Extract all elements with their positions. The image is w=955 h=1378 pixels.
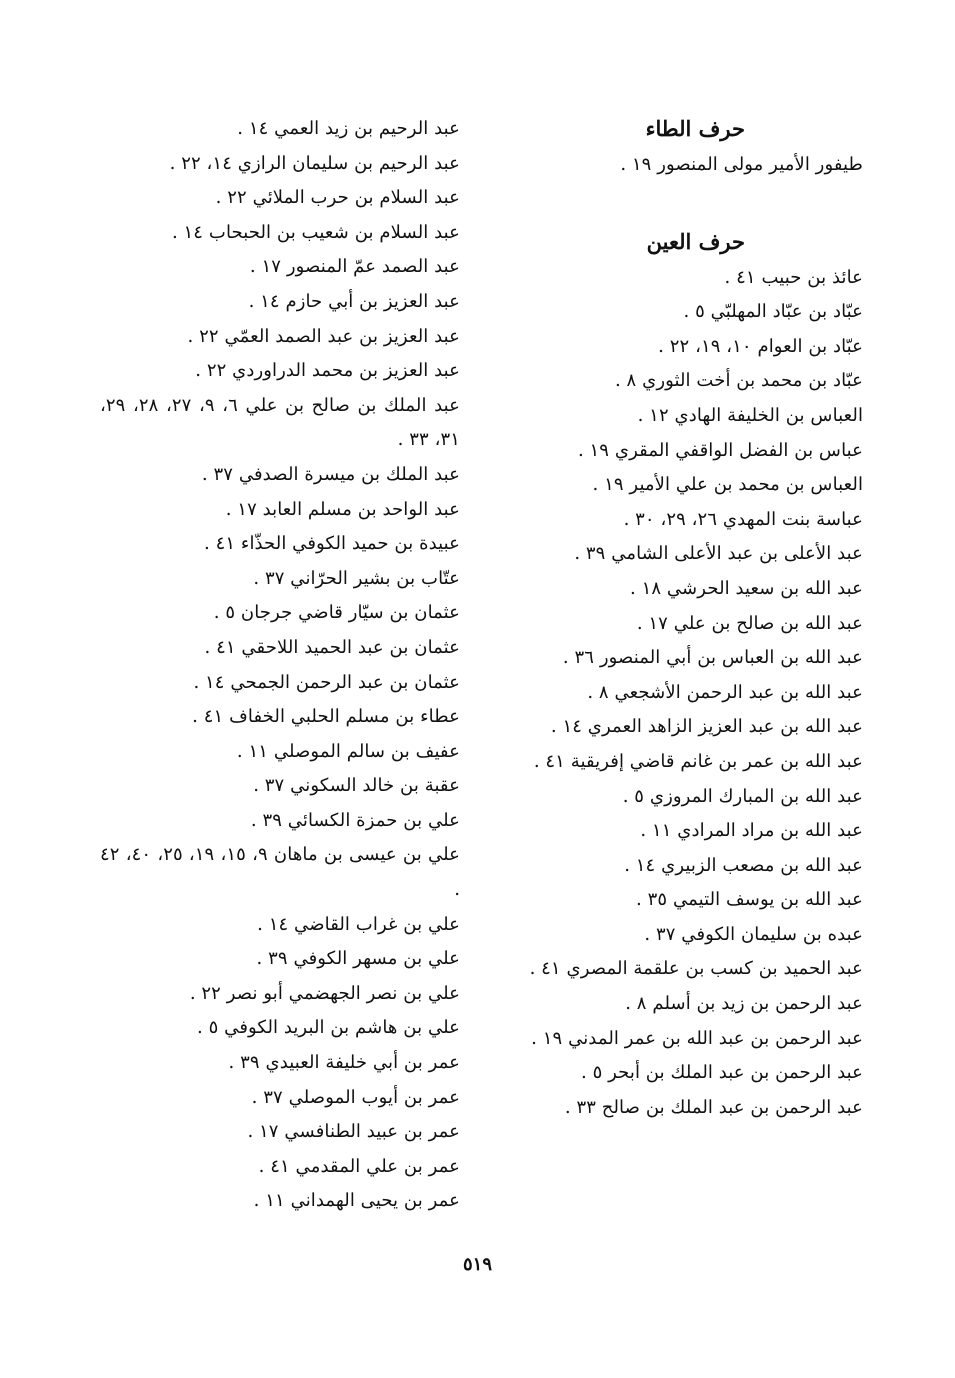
index-entry: علي بن عيسى بن ماهان ٩، ١٥، ١٩، ٢٥، ٤٠، ٤٢ .: [100, 844, 460, 901]
index-entry: عبد السلام بن حرب الملائي ٢٢ .: [215, 187, 460, 209]
index-entry: عبد الرحمن بن عبد الله بن عمر المدني ١٩ .: [531, 1027, 863, 1049]
index-entry: عطاء بن مسلم الحلبي الخفاف ٤١ .: [192, 706, 460, 728]
index-entry: علي بن نصر الجهضمي أبو نصر ٢٢ .: [189, 982, 460, 1004]
index-entry: عبده بن سليمان الكوفي ٣٧ .: [644, 923, 863, 945]
index-entry: عبد الحميد بن كسب بن علقمة المصري ٤١ .: [529, 958, 863, 980]
index-entry: عبد الله بن عبد الرحمن الأشجعي ٨ .: [587, 681, 863, 703]
index-entry: عبد الملك بن صالح بن علي ٦، ٩، ٢٧، ٢٨، ٢٩، ٣١، ٣٣ .: [100, 394, 460, 451]
index-entry: عبد الله بن مصعب الزبيري ١٤ .: [624, 854, 863, 876]
index-entry: عثمان بن عبد الرحمن الجمحي ١٤ .: [193, 671, 460, 693]
index-entry: عبد الله بن يوسف التيمي ٣٥ .: [636, 889, 863, 911]
index-entry: عباسة بنت المهدي ٢٦، ٢٩، ٣٠ .: [623, 508, 863, 530]
left-column: [100, 112, 460, 1219]
index-entry: عبد الله بن عمر بن غانم قاضي إفريقية ٤١ .: [533, 750, 863, 772]
index-entry: عقبة بن خالد السكوني ٣٧ .: [253, 775, 460, 797]
index-entry: عتّاب بن بشير الحرّاني ٣٧ .: [253, 567, 460, 589]
index-entry: عبّاد بن محمد بن أخت الثوري ٨ .: [614, 370, 863, 392]
index-entry: عبّاد بن عبّاد المهلبّي ٥ .: [683, 301, 863, 323]
index-entry: عمر بن أيوب الموصلي ٣٧ .: [251, 1086, 460, 1108]
index-entry: عبد الله بن مراد المرادي ١١ .: [640, 820, 863, 842]
index-entry: عبد الصمد عمّ المنصور ١٧ .: [249, 256, 460, 278]
index-entry: العباس بن محمد بن علي الأمير ١٩ .: [592, 474, 863, 496]
index-entry: عبد الرحمن بن زيد بن أسلم ٨ .: [625, 993, 863, 1015]
index-entry: عثمان بن سيّار قاضي جرجان ٥ .: [213, 602, 460, 624]
index-entry: عبد الملك بن ميسرة الصدفي ٣٧ .: [201, 463, 460, 485]
index-entry: عمر بن عبيد الطنافسي ١٧ .: [247, 1121, 460, 1143]
index-entry: علي بن مسهر الكوفي ٣٩ .: [256, 948, 460, 970]
index-entry: عبد الواحد بن مسلم العابد ١٧ .: [225, 498, 460, 520]
index-entry: عبيدة بن حميد الكوفي الحذّاء ٤١ .: [203, 533, 460, 555]
index-entry: عبد الله بن صالح بن علي ١٧ .: [636, 612, 863, 634]
index-entry: عبد الله بن عبد العزيز الزاهد العمري ١٤ .: [550, 716, 863, 738]
index-entry: عباس بن الفضل الواقفي المقري ١٩ .: [577, 439, 863, 461]
index-entry: عبد الرحمن بن عبد الملك بن أبحر ٥ .: [581, 1062, 863, 1084]
index-entry: عبد الرحيم بن زيد العمي ١٤ .: [237, 118, 460, 139]
index-entry: عبد الأعلى بن عبد الأعلى الشامي ٣٩ .: [574, 543, 863, 565]
section-heading-ain: حرف العين: [646, 228, 745, 254]
index-entry: عبد العزيز بن أبي حازم ١٤ .: [248, 290, 460, 312]
index-entry: العباس بن الخليفة الهادي ١٢ .: [637, 404, 863, 426]
index-entry: علي بن حمزة الكسائي ٣٩ .: [250, 809, 460, 831]
section-heading-ta: حرف الطاء: [645, 116, 745, 141]
index-entry: علي بن هاشم بن البريد الكوفي ٥ .: [197, 1017, 460, 1039]
page-number: ٥١٩: [462, 1254, 492, 1275]
index-entry: عفيف بن سالم الموصلي ١١ .: [236, 740, 460, 762]
index-entry: عمر بن يحيى الهمداني ١١ .: [253, 1190, 460, 1212]
index-entry: عمر بن علي المقدمي ٤١ .: [258, 1155, 460, 1177]
index-entry: علي بن غراب القاضي ١٤ .: [257, 913, 460, 935]
index-entry: عبد العزيز بن عبد الصمد العمّي ٢٢ .: [187, 325, 460, 347]
index-entry: عبد الرحيم بن سليمان الرازي ١٤، ٢٢ .: [169, 152, 460, 174]
index-entry: طيفور الأمير مولى المنصور ١٩ .: [620, 154, 863, 175]
index-entry: عبد الله بن سعيد الحرشي ١٨ .: [629, 577, 863, 599]
index-entry: عائذ بن حبيب ٤١ .: [724, 266, 863, 288]
index-entry: عبد الرحمن بن عبد الملك بن صالح ٣٣ .: [564, 1096, 863, 1118]
index-entry: عمر بن أبي خليفة العبيدي ٣٩ .: [228, 1052, 460, 1074]
index-entry: عبد السلام بن شعيب بن الحبحاب ١٤ .: [171, 221, 460, 243]
index-entry: عثمان بن عبد الحميد اللاحقي ٤١ .: [204, 636, 460, 658]
index-entry: عبد الله بن العباس بن أبي المنصور ٣٦ .: [562, 647, 863, 669]
index-entry: عبد العزيز بن محمد الدراوردي ٢٢ .: [195, 360, 460, 382]
right-column: [468, 112, 863, 1125]
index-entry: عبد الله بن المبارك المروزي ٥ .: [622, 785, 863, 807]
index-entry: عبّاد بن العوام ١٠، ١٩، ٢٢ .: [658, 335, 863, 357]
